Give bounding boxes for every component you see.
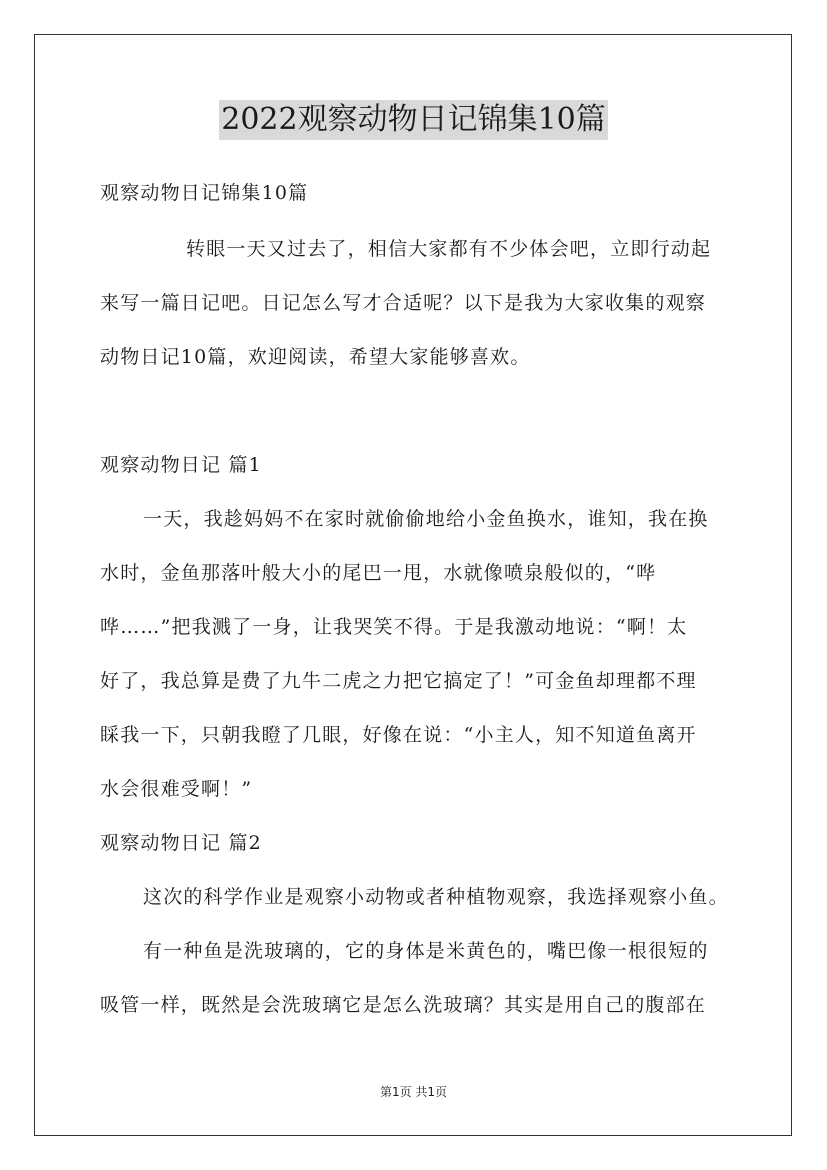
paragraph-line: 睬我一下，只朝我瞪了几眼，好像在说：“小主人，知不知道鱼离开	[100, 724, 697, 746]
paragraph-line: 这次的科学作业是观察小动物或者种植物观察，我选择观察小鱼。	[143, 886, 729, 908]
title-container	[0, 100, 827, 140]
section-heading: 观察动物日记 篇1	[100, 454, 262, 476]
document-subtitle: 观察动物日记锦集10篇	[100, 182, 309, 204]
intro-line: 来写一篇日记吧。日记怎么写才合适呢？以下是我为大家收集的观察	[100, 292, 707, 314]
section-heading: 观察动物日记 篇2	[100, 832, 262, 854]
page-footer: 第1页 共1页	[379, 1085, 448, 1099]
paragraph-line: 哗……”把我溅了一身，让我哭笑不得。于是我激动地说：“啊！太	[100, 616, 688, 638]
paragraph-line: 好了，我总算是费了九牛二虎之力把它搞定了！”可金鱼却理都不理	[100, 670, 697, 692]
paragraph-line: 水时，金鱼那落叶般大小的尾巴一甩，水就像喷泉般似的，“哗	[100, 562, 657, 584]
intro-line: 动物日记10篇，欢迎阅读，希望大家能够喜欢。	[100, 346, 531, 368]
paragraph-line: 水会很难受啊！”	[100, 778, 253, 800]
paragraph-line: 一天，我趁妈妈不在家时就偷偷地给小金鱼换水，谁知，我在换	[143, 508, 709, 530]
paragraph-line: 吸管一样，既然是会洗玻璃它是怎么洗玻璃？其实是用自己的腹部在	[100, 994, 707, 1016]
paragraph-line: 有一种鱼是洗玻璃的，它的身体是米黄色的，嘴巴像一根很短的	[143, 940, 709, 962]
intro-line: 转眼一天又过去了，相信大家都有不少体会吧，立即行动起	[186, 238, 712, 260]
document-title: 2022观察动物日记锦集10篇	[219, 100, 608, 140]
